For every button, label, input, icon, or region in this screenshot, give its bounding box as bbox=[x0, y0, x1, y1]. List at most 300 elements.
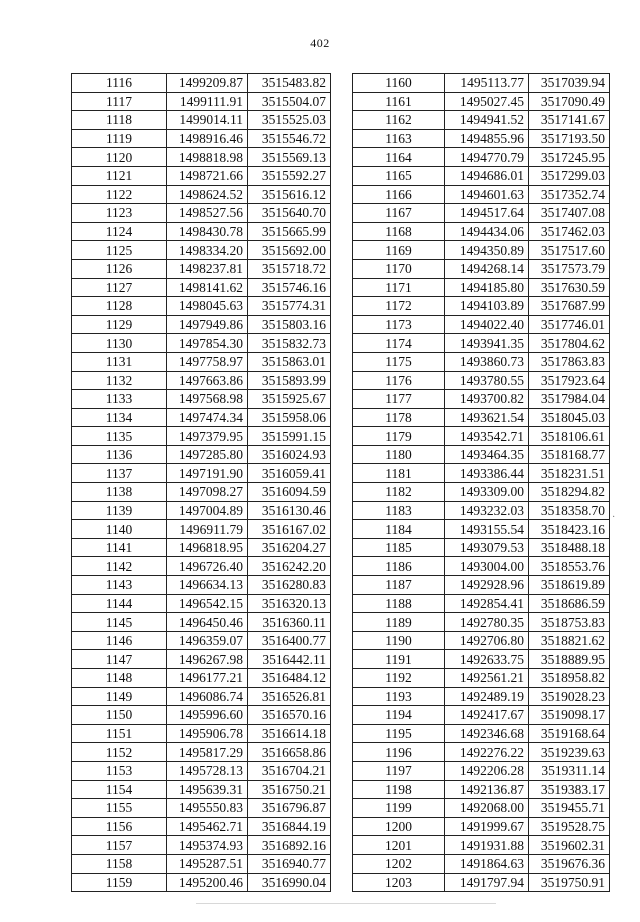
x-coordinate-cell: 1498916.46 bbox=[167, 129, 248, 148]
point-number-cell: 1127 bbox=[72, 278, 167, 297]
table-row bbox=[72, 297, 331, 316]
table-row bbox=[72, 185, 331, 204]
point-number-cell: 1151 bbox=[72, 724, 167, 743]
x-coordinate-cell: 1493860.73 bbox=[445, 352, 529, 371]
x-coordinate-cell: 1493232.03 bbox=[445, 501, 529, 520]
table-row bbox=[353, 501, 610, 520]
x-coordinate-cell: 1497663.86 bbox=[167, 371, 248, 390]
coordinates-table-right bbox=[352, 73, 610, 892]
x-coordinate-cell: 1495550.83 bbox=[167, 799, 248, 818]
y-coordinate-cell: 3516242.20 bbox=[248, 557, 331, 576]
y-coordinate-cell: 3519455.71 bbox=[529, 799, 610, 818]
y-coordinate-cell: 3515774.31 bbox=[248, 297, 331, 316]
x-coordinate-cell: 1498624.52 bbox=[167, 185, 248, 204]
table-row bbox=[72, 315, 331, 334]
table-row bbox=[353, 631, 610, 650]
y-coordinate-cell: 3515991.15 bbox=[248, 427, 331, 446]
point-number-cell: 1172 bbox=[353, 297, 445, 316]
x-coordinate-cell: 1496542.15 bbox=[167, 594, 248, 613]
point-number-cell: 1161 bbox=[353, 92, 445, 111]
x-coordinate-cell: 1495374.93 bbox=[167, 836, 248, 855]
table-row bbox=[72, 334, 331, 353]
x-coordinate-cell: 1495817.29 bbox=[167, 743, 248, 762]
x-coordinate-cell: 1498527.56 bbox=[167, 204, 248, 223]
y-coordinate-cell: 3517141.67 bbox=[529, 111, 610, 130]
point-number-cell: 1136 bbox=[72, 445, 167, 464]
y-coordinate-cell: 3517923.64 bbox=[529, 371, 610, 390]
y-coordinate-cell: 3516614.18 bbox=[248, 724, 331, 743]
table-row bbox=[72, 501, 331, 520]
y-coordinate-cell: 3518294.82 bbox=[529, 483, 610, 502]
y-coordinate-cell: 3518686.59 bbox=[529, 594, 610, 613]
point-number-cell: 1162 bbox=[353, 111, 445, 130]
y-coordinate-cell: 3517984.04 bbox=[529, 390, 610, 409]
y-coordinate-cell: 3515483.82 bbox=[248, 74, 331, 93]
x-coordinate-cell: 1497949.86 bbox=[167, 315, 248, 334]
table-row bbox=[72, 520, 331, 539]
point-number-cell: 1137 bbox=[72, 464, 167, 483]
x-coordinate-cell: 1499209.87 bbox=[167, 74, 248, 93]
x-coordinate-cell: 1494770.79 bbox=[445, 148, 529, 167]
y-coordinate-cell: 3518106.61 bbox=[529, 427, 610, 446]
point-number-cell: 1138 bbox=[72, 483, 167, 502]
point-number-cell: 1165 bbox=[353, 166, 445, 185]
table-row bbox=[353, 445, 610, 464]
x-coordinate-cell: 1498237.81 bbox=[167, 259, 248, 278]
point-number-cell: 1154 bbox=[72, 780, 167, 799]
point-number-cell: 1181 bbox=[353, 464, 445, 483]
table-row bbox=[72, 538, 331, 557]
y-coordinate-cell: 3515746.16 bbox=[248, 278, 331, 297]
point-number-cell: 1176 bbox=[353, 371, 445, 390]
table-row bbox=[72, 706, 331, 725]
point-number-cell: 1123 bbox=[72, 204, 167, 223]
table-row bbox=[353, 538, 610, 557]
point-number-cell: 1147 bbox=[72, 650, 167, 669]
y-coordinate-cell: 3516167.02 bbox=[248, 520, 331, 539]
point-number-cell: 1139 bbox=[72, 501, 167, 520]
x-coordinate-cell: 1497191.90 bbox=[167, 464, 248, 483]
x-coordinate-cell: 1496177.21 bbox=[167, 669, 248, 688]
table-row bbox=[72, 631, 331, 650]
x-coordinate-cell: 1495287.51 bbox=[167, 854, 248, 873]
y-coordinate-cell: 3519239.63 bbox=[529, 743, 610, 762]
table-row bbox=[353, 706, 610, 725]
y-coordinate-cell: 3518045.03 bbox=[529, 408, 610, 427]
y-coordinate-cell: 3516280.83 bbox=[248, 576, 331, 595]
point-number-cell: 1122 bbox=[72, 185, 167, 204]
point-number-cell: 1189 bbox=[353, 613, 445, 632]
y-coordinate-cell: 3516658.86 bbox=[248, 743, 331, 762]
table-row bbox=[72, 650, 331, 669]
table-row bbox=[353, 74, 610, 93]
x-coordinate-cell: 1497379.95 bbox=[167, 427, 248, 446]
y-coordinate-cell: 3517804.62 bbox=[529, 334, 610, 353]
y-coordinate-cell: 3518619.89 bbox=[529, 576, 610, 595]
point-number-cell: 1116 bbox=[72, 74, 167, 93]
table-row bbox=[72, 92, 331, 111]
margin-mark: · bbox=[612, 512, 616, 523]
y-coordinate-cell: 3519383.17 bbox=[529, 780, 610, 799]
table-row bbox=[72, 761, 331, 780]
table-row bbox=[353, 408, 610, 427]
y-coordinate-cell: 3515893.99 bbox=[248, 371, 331, 390]
x-coordinate-cell: 1493079.53 bbox=[445, 538, 529, 557]
point-number-cell: 1178 bbox=[353, 408, 445, 427]
point-number-cell: 1164 bbox=[353, 148, 445, 167]
table-row bbox=[353, 166, 610, 185]
y-coordinate-cell: 3516526.81 bbox=[248, 687, 331, 706]
table-row bbox=[353, 687, 610, 706]
point-number-cell: 1130 bbox=[72, 334, 167, 353]
point-number-cell: 1168 bbox=[353, 222, 445, 241]
point-number-cell: 1126 bbox=[72, 259, 167, 278]
point-number-cell: 1190 bbox=[353, 631, 445, 650]
x-coordinate-cell: 1492068.00 bbox=[445, 799, 529, 818]
y-coordinate-cell: 3518168.77 bbox=[529, 445, 610, 464]
y-coordinate-cell: 3517462.03 bbox=[529, 222, 610, 241]
x-coordinate-cell: 1495728.13 bbox=[167, 761, 248, 780]
point-number-cell: 1177 bbox=[353, 390, 445, 409]
y-coordinate-cell: 3515832.73 bbox=[248, 334, 331, 353]
point-number-cell: 1199 bbox=[353, 799, 445, 818]
table-row bbox=[353, 427, 610, 446]
table-row bbox=[353, 222, 610, 241]
point-number-cell: 1196 bbox=[353, 743, 445, 762]
table-row bbox=[72, 724, 331, 743]
x-coordinate-cell: 1496726.40 bbox=[167, 557, 248, 576]
point-number-cell: 1121 bbox=[72, 166, 167, 185]
x-coordinate-cell: 1496634.13 bbox=[167, 576, 248, 595]
table-row bbox=[353, 315, 610, 334]
point-number-cell: 1131 bbox=[72, 352, 167, 371]
x-coordinate-cell: 1494517.64 bbox=[445, 204, 529, 223]
x-coordinate-cell: 1495639.31 bbox=[167, 780, 248, 799]
y-coordinate-cell: 3517299.03 bbox=[529, 166, 610, 185]
point-number-cell: 1167 bbox=[353, 204, 445, 223]
table-row bbox=[353, 129, 610, 148]
y-coordinate-cell: 3517193.50 bbox=[529, 129, 610, 148]
table-row bbox=[72, 799, 331, 818]
point-number-cell: 1120 bbox=[72, 148, 167, 167]
table-row bbox=[353, 483, 610, 502]
x-coordinate-cell: 1499014.11 bbox=[167, 111, 248, 130]
table-row bbox=[72, 129, 331, 148]
table-row bbox=[72, 222, 331, 241]
x-coordinate-cell: 1495027.45 bbox=[445, 92, 529, 111]
table-row bbox=[353, 836, 610, 855]
y-coordinate-cell: 3515640.70 bbox=[248, 204, 331, 223]
x-coordinate-cell: 1493700.82 bbox=[445, 390, 529, 409]
point-number-cell: 1142 bbox=[72, 557, 167, 576]
point-number-cell: 1174 bbox=[353, 334, 445, 353]
point-number-cell: 1157 bbox=[72, 836, 167, 855]
table-row bbox=[353, 334, 610, 353]
table-row bbox=[72, 576, 331, 595]
y-coordinate-cell: 3517687.99 bbox=[529, 297, 610, 316]
y-coordinate-cell: 3516204.27 bbox=[248, 538, 331, 557]
x-coordinate-cell: 1492489.19 bbox=[445, 687, 529, 706]
x-coordinate-cell: 1493464.35 bbox=[445, 445, 529, 464]
y-coordinate-cell: 3515592.27 bbox=[248, 166, 331, 185]
x-coordinate-cell: 1493309.00 bbox=[445, 483, 529, 502]
y-coordinate-cell: 3516570.16 bbox=[248, 706, 331, 725]
point-number-cell: 1145 bbox=[72, 613, 167, 632]
table-row bbox=[72, 743, 331, 762]
y-coordinate-cell: 3516400.77 bbox=[248, 631, 331, 650]
point-number-cell: 1133 bbox=[72, 390, 167, 409]
y-coordinate-cell: 3515925.67 bbox=[248, 390, 331, 409]
table-row bbox=[353, 464, 610, 483]
table-row bbox=[353, 297, 610, 316]
table-row bbox=[72, 483, 331, 502]
point-number-cell: 1160 bbox=[353, 74, 445, 93]
y-coordinate-cell: 3515958.06 bbox=[248, 408, 331, 427]
table-row bbox=[353, 613, 610, 632]
point-number-cell: 1203 bbox=[353, 873, 445, 892]
point-number-cell: 1197 bbox=[353, 761, 445, 780]
y-coordinate-cell: 3518889.95 bbox=[529, 650, 610, 669]
y-coordinate-cell: 3517573.79 bbox=[529, 259, 610, 278]
table-row bbox=[353, 204, 610, 223]
page-number: 402 bbox=[310, 36, 330, 50]
x-coordinate-cell: 1497758.97 bbox=[167, 352, 248, 371]
y-coordinate-cell: 3517863.83 bbox=[529, 352, 610, 371]
table-row bbox=[353, 390, 610, 409]
y-coordinate-cell: 3516844.19 bbox=[248, 817, 331, 836]
point-number-cell: 1173 bbox=[353, 315, 445, 334]
x-coordinate-cell: 1494350.89 bbox=[445, 241, 529, 260]
x-coordinate-cell: 1492706.80 bbox=[445, 631, 529, 650]
x-coordinate-cell: 1497004.89 bbox=[167, 501, 248, 520]
table-row bbox=[353, 669, 610, 688]
y-coordinate-cell: 3516796.87 bbox=[248, 799, 331, 818]
table-row bbox=[72, 836, 331, 855]
x-coordinate-cell: 1492276.22 bbox=[445, 743, 529, 762]
y-coordinate-cell: 3515803.16 bbox=[248, 315, 331, 334]
x-coordinate-cell: 1493004.00 bbox=[445, 557, 529, 576]
x-coordinate-cell: 1491999.67 bbox=[445, 817, 529, 836]
y-coordinate-cell: 3516024.93 bbox=[248, 445, 331, 464]
y-coordinate-cell: 3518358.70 bbox=[529, 501, 610, 520]
x-coordinate-cell: 1491797.94 bbox=[445, 873, 529, 892]
point-number-cell: 1200 bbox=[353, 817, 445, 836]
table-row bbox=[72, 854, 331, 873]
x-coordinate-cell: 1497568.98 bbox=[167, 390, 248, 409]
paper-crease bbox=[196, 903, 496, 904]
point-number-cell: 1195 bbox=[353, 724, 445, 743]
point-number-cell: 1193 bbox=[353, 687, 445, 706]
point-number-cell: 1184 bbox=[353, 520, 445, 539]
x-coordinate-cell: 1492928.96 bbox=[445, 576, 529, 595]
table-row bbox=[353, 352, 610, 371]
point-number-cell: 1141 bbox=[72, 538, 167, 557]
x-coordinate-cell: 1497098.27 bbox=[167, 483, 248, 502]
point-number-cell: 1191 bbox=[353, 650, 445, 669]
table-row bbox=[72, 780, 331, 799]
y-coordinate-cell: 3517245.95 bbox=[529, 148, 610, 167]
table-row bbox=[353, 241, 610, 260]
x-coordinate-cell: 1495996.60 bbox=[167, 706, 248, 725]
x-coordinate-cell: 1493780.55 bbox=[445, 371, 529, 390]
table-row bbox=[72, 371, 331, 390]
x-coordinate-cell: 1496359.07 bbox=[167, 631, 248, 650]
table-row bbox=[353, 761, 610, 780]
table-row bbox=[353, 111, 610, 130]
point-number-cell: 1129 bbox=[72, 315, 167, 334]
table-row bbox=[72, 464, 331, 483]
coordinates-table-left bbox=[71, 73, 331, 892]
x-coordinate-cell: 1493941.35 bbox=[445, 334, 529, 353]
point-number-cell: 1143 bbox=[72, 576, 167, 595]
point-number-cell: 1179 bbox=[353, 427, 445, 446]
y-coordinate-cell: 3516990.04 bbox=[248, 873, 331, 892]
x-coordinate-cell: 1491864.63 bbox=[445, 854, 529, 873]
table-row bbox=[72, 594, 331, 613]
point-number-cell: 1170 bbox=[353, 259, 445, 278]
table-row bbox=[72, 111, 331, 130]
table-row bbox=[353, 92, 610, 111]
x-coordinate-cell: 1492633.75 bbox=[445, 650, 529, 669]
table-row bbox=[72, 352, 331, 371]
x-coordinate-cell: 1492561.21 bbox=[445, 669, 529, 688]
x-coordinate-cell: 1492206.28 bbox=[445, 761, 529, 780]
point-number-cell: 1156 bbox=[72, 817, 167, 836]
x-coordinate-cell: 1495906.78 bbox=[167, 724, 248, 743]
y-coordinate-cell: 3516442.11 bbox=[248, 650, 331, 669]
point-number-cell: 1201 bbox=[353, 836, 445, 855]
point-number-cell: 1182 bbox=[353, 483, 445, 502]
table-row bbox=[353, 743, 610, 762]
table-row bbox=[353, 799, 610, 818]
table-row bbox=[72, 687, 331, 706]
x-coordinate-cell: 1495200.46 bbox=[167, 873, 248, 892]
y-coordinate-cell: 3516320.13 bbox=[248, 594, 331, 613]
table-row bbox=[72, 427, 331, 446]
y-coordinate-cell: 3518488.18 bbox=[529, 538, 610, 557]
point-number-cell: 1169 bbox=[353, 241, 445, 260]
x-coordinate-cell: 1493621.54 bbox=[445, 408, 529, 427]
table-row bbox=[353, 148, 610, 167]
x-coordinate-cell: 1496267.98 bbox=[167, 650, 248, 669]
x-coordinate-cell: 1497474.34 bbox=[167, 408, 248, 427]
y-coordinate-cell: 3519602.31 bbox=[529, 836, 610, 855]
point-number-cell: 1117 bbox=[72, 92, 167, 111]
x-coordinate-cell: 1491931.88 bbox=[445, 836, 529, 855]
point-number-cell: 1159 bbox=[72, 873, 167, 892]
x-coordinate-cell: 1498721.66 bbox=[167, 166, 248, 185]
y-coordinate-cell: 3518958.82 bbox=[529, 669, 610, 688]
point-number-cell: 1202 bbox=[353, 854, 445, 873]
table-row bbox=[353, 780, 610, 799]
point-number-cell: 1166 bbox=[353, 185, 445, 204]
y-coordinate-cell: 3519750.91 bbox=[529, 873, 610, 892]
table-row bbox=[72, 166, 331, 185]
table-row bbox=[72, 241, 331, 260]
table-row bbox=[72, 408, 331, 427]
table-row bbox=[353, 817, 610, 836]
point-number-cell: 1163 bbox=[353, 129, 445, 148]
point-number-cell: 1132 bbox=[72, 371, 167, 390]
x-coordinate-cell: 1494022.40 bbox=[445, 315, 529, 334]
x-coordinate-cell: 1498045.63 bbox=[167, 297, 248, 316]
point-number-cell: 1194 bbox=[353, 706, 445, 725]
table-row bbox=[72, 669, 331, 688]
point-number-cell: 1186 bbox=[353, 557, 445, 576]
y-coordinate-cell: 3515525.03 bbox=[248, 111, 331, 130]
table-row bbox=[72, 613, 331, 632]
x-coordinate-cell: 1494103.89 bbox=[445, 297, 529, 316]
y-coordinate-cell: 3518553.76 bbox=[529, 557, 610, 576]
table-row bbox=[353, 520, 610, 539]
x-coordinate-cell: 1493155.54 bbox=[445, 520, 529, 539]
x-coordinate-cell: 1499111.91 bbox=[167, 92, 248, 111]
table-row bbox=[353, 873, 610, 892]
table-row bbox=[72, 817, 331, 836]
y-coordinate-cell: 3515692.00 bbox=[248, 241, 331, 260]
point-number-cell: 1180 bbox=[353, 445, 445, 464]
point-number-cell: 1135 bbox=[72, 427, 167, 446]
y-coordinate-cell: 3519676.36 bbox=[529, 854, 610, 873]
y-coordinate-cell: 3516940.77 bbox=[248, 854, 331, 873]
point-number-cell: 1153 bbox=[72, 761, 167, 780]
table-row bbox=[353, 185, 610, 204]
y-coordinate-cell: 3517090.49 bbox=[529, 92, 610, 111]
y-coordinate-cell: 3519098.17 bbox=[529, 706, 610, 725]
x-coordinate-cell: 1492417.67 bbox=[445, 706, 529, 725]
x-coordinate-cell: 1498430.78 bbox=[167, 222, 248, 241]
y-coordinate-cell: 3518753.83 bbox=[529, 613, 610, 632]
y-coordinate-cell: 3517746.01 bbox=[529, 315, 610, 334]
x-coordinate-cell: 1494434.06 bbox=[445, 222, 529, 241]
x-coordinate-cell: 1492780.35 bbox=[445, 613, 529, 632]
x-coordinate-cell: 1495462.71 bbox=[167, 817, 248, 836]
y-coordinate-cell: 3518231.51 bbox=[529, 464, 610, 483]
point-number-cell: 1124 bbox=[72, 222, 167, 241]
y-coordinate-cell: 3516360.11 bbox=[248, 613, 331, 632]
y-coordinate-cell: 3516750.21 bbox=[248, 780, 331, 799]
x-coordinate-cell: 1498818.98 bbox=[167, 148, 248, 167]
table-row bbox=[353, 259, 610, 278]
x-coordinate-cell: 1492136.87 bbox=[445, 780, 529, 799]
x-coordinate-cell: 1493542.71 bbox=[445, 427, 529, 446]
x-coordinate-cell: 1492346.68 bbox=[445, 724, 529, 743]
y-coordinate-cell: 3515718.72 bbox=[248, 259, 331, 278]
table-row bbox=[353, 650, 610, 669]
y-coordinate-cell: 3519528.75 bbox=[529, 817, 610, 836]
y-coordinate-cell: 3517517.60 bbox=[529, 241, 610, 260]
point-number-cell: 1171 bbox=[353, 278, 445, 297]
point-number-cell: 1185 bbox=[353, 538, 445, 557]
y-coordinate-cell: 3519311.14 bbox=[529, 761, 610, 780]
table-row bbox=[72, 259, 331, 278]
point-number-cell: 1198 bbox=[353, 780, 445, 799]
table-row bbox=[72, 204, 331, 223]
table-row bbox=[72, 557, 331, 576]
y-coordinate-cell: 3517407.08 bbox=[529, 204, 610, 223]
x-coordinate-cell: 1496086.74 bbox=[167, 687, 248, 706]
point-number-cell: 1152 bbox=[72, 743, 167, 762]
y-coordinate-cell: 3515569.13 bbox=[248, 148, 331, 167]
y-coordinate-cell: 3517039.94 bbox=[529, 74, 610, 93]
table-row bbox=[353, 854, 610, 873]
point-number-cell: 1148 bbox=[72, 669, 167, 688]
table-row bbox=[72, 873, 331, 892]
y-coordinate-cell: 3515863.01 bbox=[248, 352, 331, 371]
table-row bbox=[353, 594, 610, 613]
point-number-cell: 1183 bbox=[353, 501, 445, 520]
y-coordinate-cell: 3515504.07 bbox=[248, 92, 331, 111]
